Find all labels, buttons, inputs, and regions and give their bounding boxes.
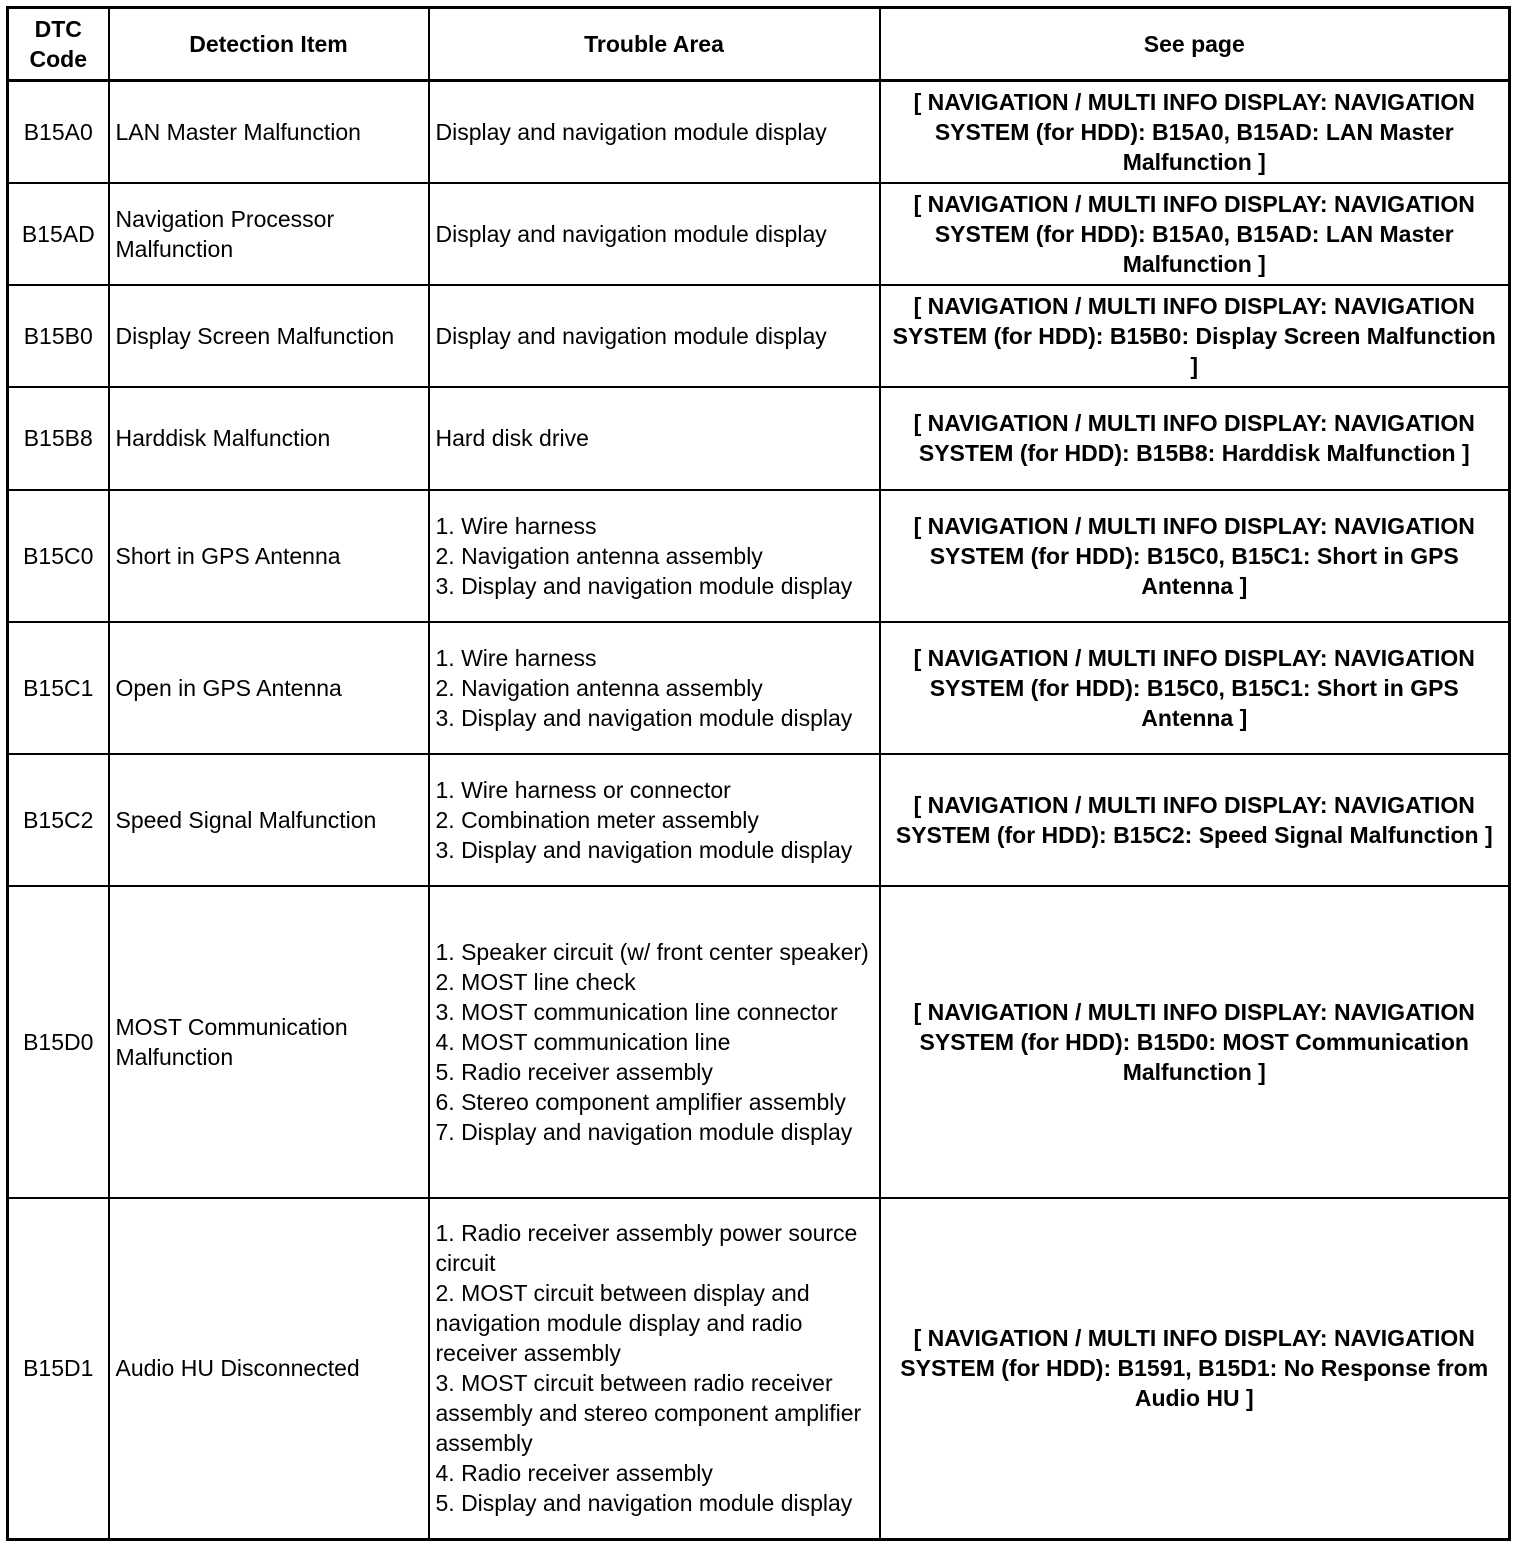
see-page-link[interactable]: [ NAVIGATION / MULTI INFO DISPLAY: NAVIGATION SYSTEM (for HDD): B15B0: Display Screen Malfunction ] bbox=[880, 285, 1510, 387]
dtc-code-cell: B15AD bbox=[8, 183, 109, 285]
trouble-area-line: 1. Wire harness bbox=[435, 644, 597, 671]
dtc-code-cell: B15D1 bbox=[8, 1198, 109, 1540]
trouble-area-line: 2. Navigation antenna assembly bbox=[435, 674, 763, 701]
trouble-area-line: 3. MOST circuit between radio receiver assembly and stereo component amplifier assembly bbox=[435, 1370, 862, 1457]
header-dtc-code: DTC Code bbox=[8, 8, 109, 81]
see-page-link[interactable]: [ NAVIGATION / MULTI INFO DISPLAY: NAVIGATION SYSTEM (for HDD): B15B8: Harddisk Malfunction ] bbox=[880, 387, 1510, 490]
see-page-link[interactable]: [ NAVIGATION / MULTI INFO DISPLAY: NAVIGATION SYSTEM (for HDD): B15C0, B15C1: Short in GPS Antenna ] bbox=[880, 622, 1510, 754]
header-detection-item: Detection Item bbox=[109, 8, 429, 81]
detection-item-cell: MOST Communication Malfunction bbox=[109, 886, 429, 1198]
trouble-area-line: 3. Display and navigation module display bbox=[435, 836, 853, 863]
dtc-code-cell: B15C2 bbox=[8, 754, 109, 886]
trouble-area-line: 1. Speaker circuit (w/ front center speaker) bbox=[435, 938, 869, 965]
table-row bbox=[8, 622, 1510, 754]
trouble-area-line: 1. Radio receiver assembly power source circuit bbox=[435, 1220, 858, 1277]
trouble-area-line: 4. MOST communication line bbox=[435, 1028, 731, 1055]
table-row bbox=[8, 1198, 1510, 1540]
trouble-area-line: Display and navigation module display bbox=[435, 118, 827, 145]
trouble-area-line: 6. Stereo component amplifier assembly bbox=[435, 1088, 846, 1115]
detection-item-cell: Display Screen Malfunction bbox=[109, 285, 429, 387]
table-row bbox=[8, 387, 1510, 490]
trouble-area-line: Display and navigation module display bbox=[435, 220, 827, 247]
trouble-area-line: 2. Navigation antenna assembly bbox=[435, 542, 763, 569]
trouble-area-line: 2. MOST line check bbox=[435, 968, 636, 995]
trouble-area-line: 3. Display and navigation module display bbox=[435, 704, 853, 731]
dtc-code-cell: B15C0 bbox=[8, 490, 109, 622]
trouble-area-line: Display and navigation module display bbox=[435, 322, 827, 349]
see-page-link[interactable]: [ NAVIGATION / MULTI INFO DISPLAY: NAVIGATION SYSTEM (for HDD): B15C2: Speed Signal Malfunction ] bbox=[880, 754, 1510, 886]
trouble-area-line: 7. Display and navigation module display bbox=[435, 1118, 853, 1145]
detection-item-cell: Audio HU Disconnected bbox=[109, 1198, 429, 1540]
see-page-link[interactable]: [ NAVIGATION / MULTI INFO DISPLAY: NAVIGATION SYSTEM (for HDD): B15A0, B15AD: LAN Master Malfunction ] bbox=[880, 183, 1510, 285]
table-row bbox=[8, 886, 1510, 1198]
see-page-link[interactable]: [ NAVIGATION / MULTI INFO DISPLAY: NAVIGATION SYSTEM (for HDD): B1591, B15D1: No Response from Audio HU ] bbox=[880, 1198, 1510, 1540]
trouble-area-cell bbox=[429, 886, 880, 1198]
table-row bbox=[8, 183, 1510, 285]
detection-item-cell: Speed Signal Malfunction bbox=[109, 754, 429, 886]
dtc-table-body bbox=[8, 81, 1510, 1540]
dtc-code-cell: B15B0 bbox=[8, 285, 109, 387]
trouble-area-line: 1. Wire harness or connector bbox=[435, 776, 731, 803]
trouble-area-cell bbox=[429, 622, 880, 754]
trouble-area-line: Hard disk drive bbox=[435, 425, 589, 451]
see-page-link[interactable]: [ NAVIGATION / MULTI INFO DISPLAY: NAVIGATION SYSTEM (for HDD): B15C0, B15C1: Short in GPS Antenna ] bbox=[880, 490, 1510, 622]
table-row bbox=[8, 285, 1510, 387]
trouble-area-line: 3. MOST communication line connector bbox=[435, 998, 838, 1025]
trouble-area-line: 1. Wire harness bbox=[435, 512, 597, 539]
dtc-code-cell: B15B8 bbox=[8, 387, 109, 490]
table-row bbox=[8, 81, 1510, 183]
trouble-area-line: 5. Display and navigation module display bbox=[435, 1490, 853, 1517]
trouble-area-line: 2. Combination meter assembly bbox=[435, 806, 759, 833]
table-row bbox=[8, 490, 1510, 622]
detection-item-cell: Short in GPS Antenna bbox=[109, 490, 429, 622]
trouble-area-cell bbox=[429, 387, 880, 490]
header-see-page: See page bbox=[880, 8, 1510, 81]
dtc-code-cell: B15C1 bbox=[8, 622, 109, 754]
see-page-link[interactable]: [ NAVIGATION / MULTI INFO DISPLAY: NAVIGATION SYSTEM (for HDD): B15D0: MOST Communication Malfunction ] bbox=[880, 886, 1510, 1198]
detection-item-cell: LAN Master Malfunction bbox=[109, 81, 429, 183]
trouble-area-cell bbox=[429, 183, 880, 285]
trouble-area-cell bbox=[429, 1198, 880, 1540]
trouble-area-cell bbox=[429, 285, 880, 387]
table-row bbox=[8, 754, 1510, 886]
trouble-area-line: 4. Radio receiver assembly bbox=[435, 1460, 713, 1487]
dtc-table bbox=[6, 6, 1511, 1541]
trouble-area-line: 5. Radio receiver assembly bbox=[435, 1058, 713, 1085]
detection-item-cell: Navigation Processor Malfunction bbox=[109, 183, 429, 285]
dtc-code-cell: B15D0 bbox=[8, 886, 109, 1198]
header-trouble-area: Trouble Area bbox=[429, 8, 880, 81]
trouble-area-line: 2. MOST circuit between display and navigation module display and radio receiver assembly bbox=[435, 1280, 810, 1367]
trouble-area-line: 3. Display and navigation module display bbox=[435, 572, 853, 599]
see-page-link[interactable]: [ NAVIGATION / MULTI INFO DISPLAY: NAVIGATION SYSTEM (for HDD): B15A0, B15AD: LAN Master Malfunction ] bbox=[880, 81, 1510, 183]
header-row bbox=[8, 8, 1510, 81]
dtc-code-cell: B15A0 bbox=[8, 81, 109, 183]
trouble-area-cell bbox=[429, 754, 880, 886]
detection-item-cell: Open in GPS Antenna bbox=[109, 622, 429, 754]
trouble-area-cell bbox=[429, 490, 880, 622]
trouble-area-cell bbox=[429, 81, 880, 183]
detection-item-cell: Harddisk Malfunction bbox=[109, 387, 429, 490]
